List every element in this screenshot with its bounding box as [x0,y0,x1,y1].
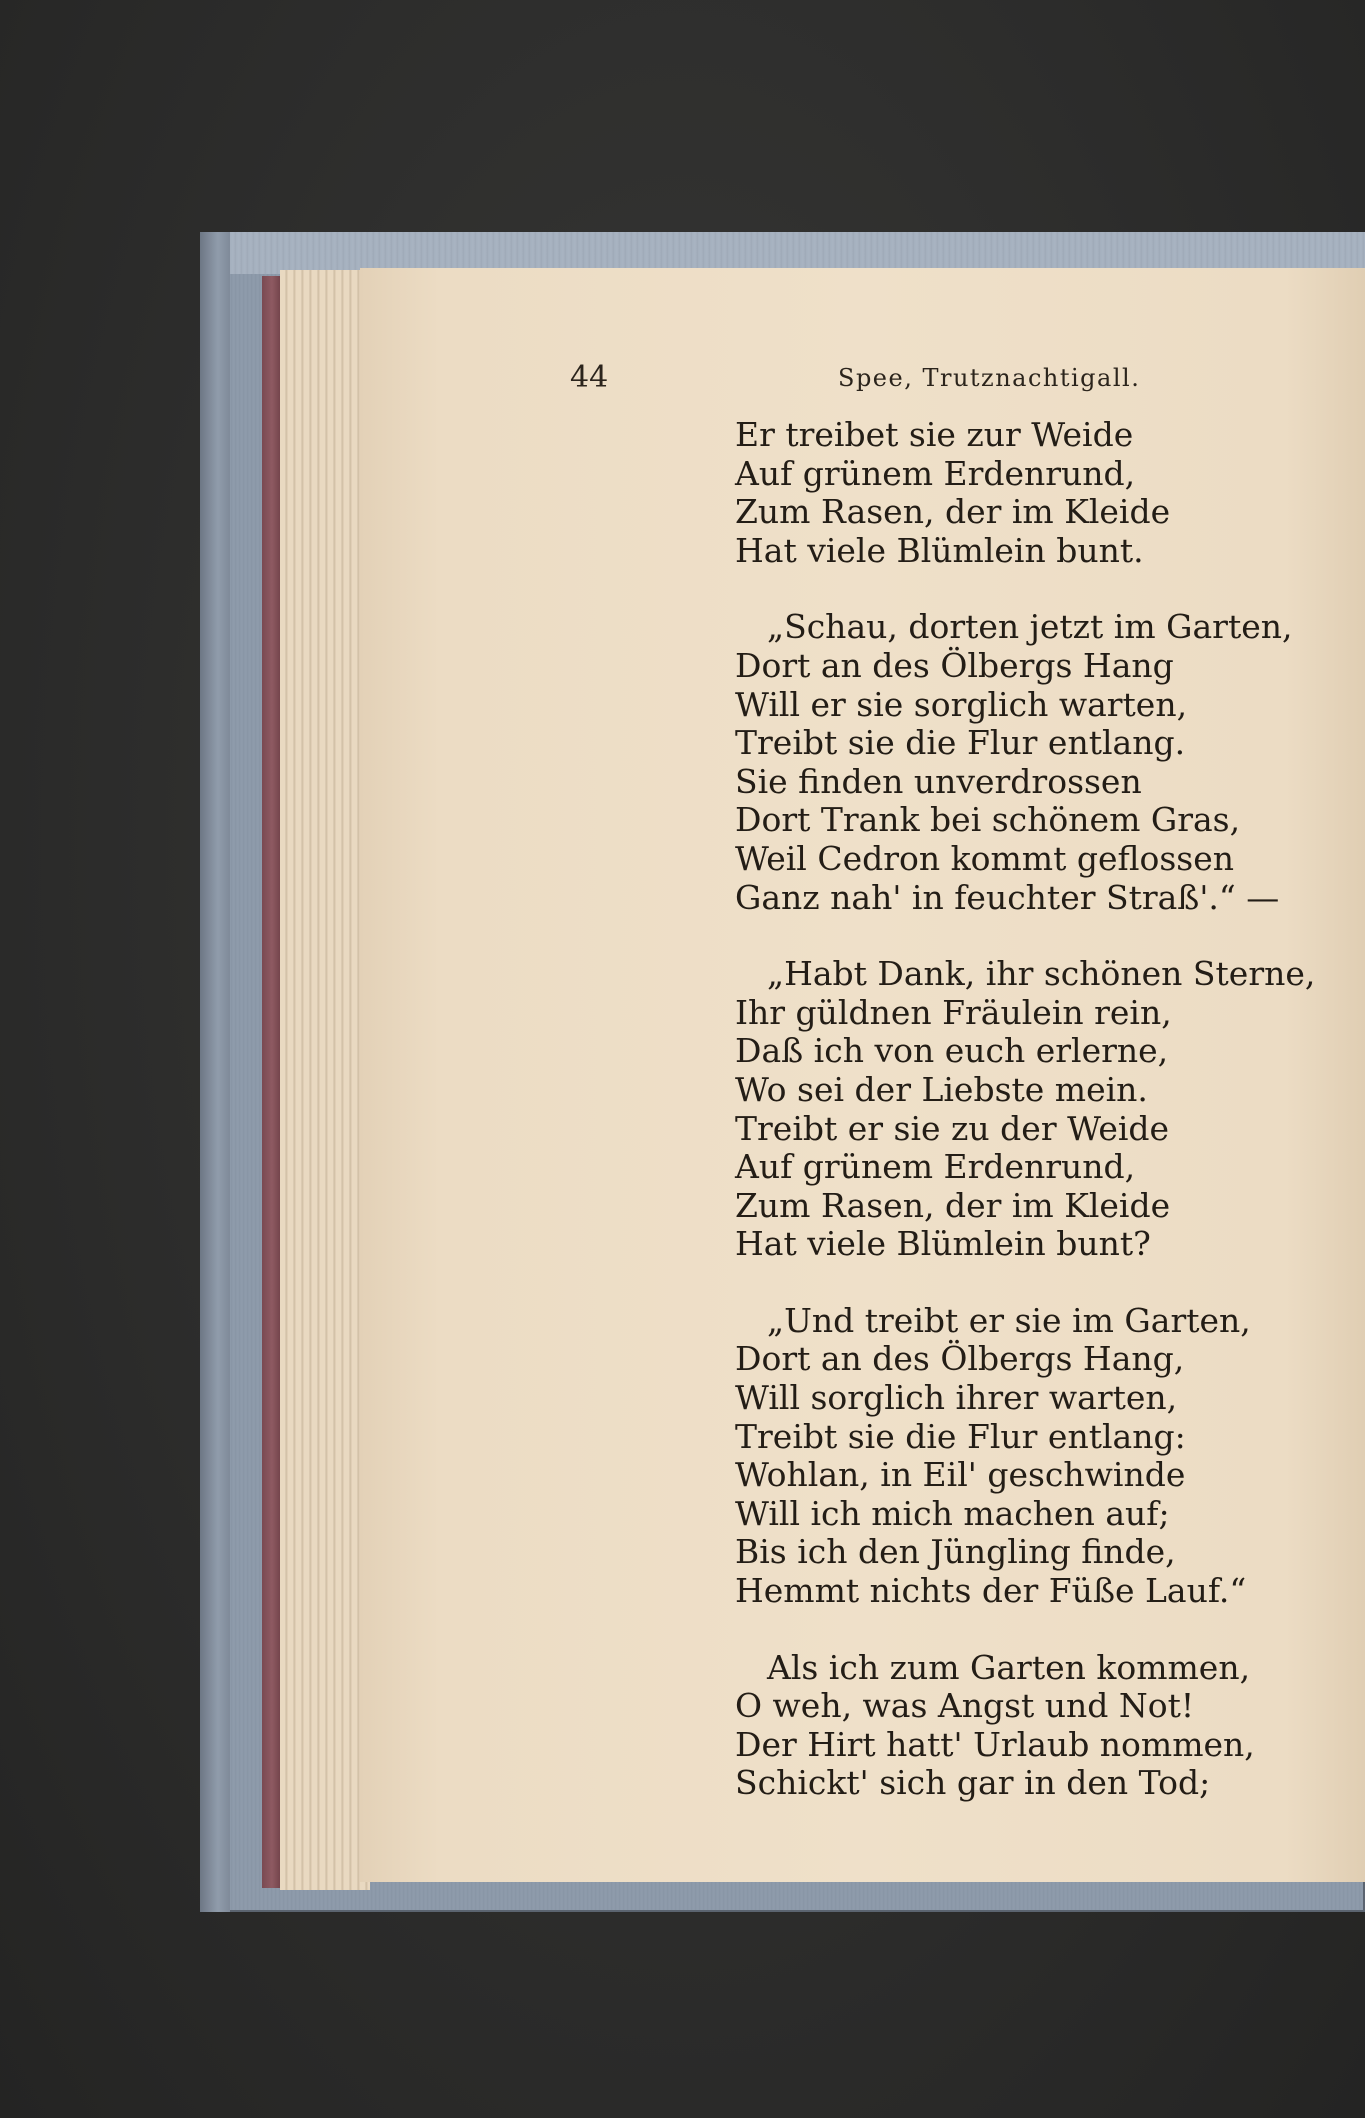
page-number: 44 [570,360,609,395]
page-header [570,360,1270,400]
poem-line: Sie finden unverdrossen [735,761,1142,801]
book-cover-spine-edge [200,232,230,1912]
poem-line: Zum Rasen, der im Kleide [735,1185,1171,1225]
poem-line: Dort Trank bei schönem Gras, [735,800,1241,840]
poem-line: Will er sie sorglich warten, [735,684,1188,724]
stanza [735,955,1365,1264]
poem-line: Hat viele Blümlein bunt? [735,1224,1151,1264]
stanza [735,416,1365,570]
poem-line: Will sorglich ihrer warten, [735,1378,1178,1418]
poem-line: Wohlan, in Eil' geschwinde [735,1455,1186,1495]
poem-line: O weh, was Angst und Not! [735,1686,1195,1726]
poem-line: „Habt Dank, ihr schönen Sterne, [767,954,1316,994]
poem-line: Daß ich von euch erlerne, [735,1031,1169,1071]
poem-line: Wo sei der Liebste mein. [735,1069,1148,1109]
poem-line: Bis ich den Jüngling finde, [735,1532,1176,1572]
poem-line: Auf grünem Erdenrund, [735,453,1136,493]
poem-line: Treibt sie die Flur entlang: [735,1416,1186,1456]
poem-line: Treibt sie die Flur entlang. [735,723,1186,763]
page-edges [280,270,370,1890]
stanza [735,608,1365,917]
running-head: Spee, Trutznachtigall. [838,364,1141,392]
poem-line: Dort an des Ölbergs Hang, [735,1339,1185,1379]
poem-line: Der Hirt hatt' Urlaub nommen, [735,1724,1255,1764]
poem-line: Als ich zum Garten kommen, [767,1647,1251,1687]
poem-line: Will ich mich machen auf; [735,1493,1170,1533]
poem-line: Ganz nah' in feuchter Straß'.“ — [735,877,1280,917]
poem-line: Zum Rasen, der im Kleide [735,492,1171,532]
poem-line: Schickt' sich gar in den Tod; [735,1763,1211,1803]
poem-line: Ihr güldnen Fräulein rein, [735,992,1172,1032]
poem-line: Auf grünem Erdenrund, [735,1147,1136,1187]
stanza [735,1302,1365,1611]
poem-text [735,416,1365,1841]
poem-line: „Schau, dorten jetzt im Garten, [767,607,1293,647]
poem-line: Hat viele Blümlein bunt. [735,530,1144,570]
poem-line: Treibt er sie zu der Weide [735,1108,1170,1148]
stanza [735,1649,1365,1803]
poem-line: Weil Cedron kommt geflossen [735,838,1235,878]
poem-line: Hemmt nichts der Füße Lauf.“ [735,1571,1247,1611]
poem-line: Er treibet sie zur Weide [735,415,1134,454]
endpaper-strip [262,276,282,1888]
poem-line: Dort an des Ölbergs Hang [735,645,1174,685]
poem-line: „Und treibt er sie im Garten, [767,1300,1251,1340]
